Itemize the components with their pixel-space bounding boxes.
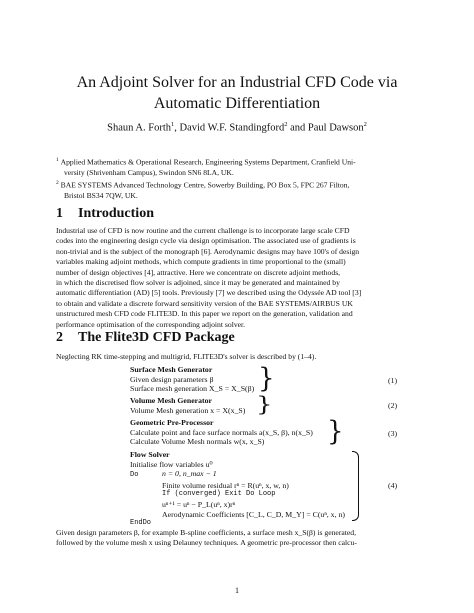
section-heading-flite3d [56,330,235,346]
equation-line: Surface mesh generation X_S = X_S(β) [130,384,255,394]
section-number: 2 [56,330,63,345]
enddo-keyword: EndDo [130,519,152,528]
equation-heading: Volume Mesh Generator [130,396,212,405]
do-keyword: Do [130,471,139,480]
section-2-intro: Neglecting RK time-stepping and multigrid, FLITE3D's solver is described by (1–4). [56,352,317,361]
title-line-1: An Adjoint Solver for an Industrial CFD Code via [76,74,398,91]
text-line: automatic differentiation (AD) [5] tools. Previously [7] we described using the Odyssée AD tool [3] [56,288,362,298]
section-heading-introduction [56,206,154,222]
equation-heading: Geometric Pre-Processor [130,418,214,427]
paper-title [60,72,414,114]
equation-line: If (converged) Exit Do Loop [162,490,276,499]
author-sup: 1 [171,121,175,128]
text-line: Given design parameters β, for example B-spline coefficients, a surface mesh x_S(β) is generated, [56,528,356,537]
affiliation-text: BAE SYSTEMS Advanced Technology Centre, Sowerby Building, PO Box 5, FPC 267 Filton, [60,180,350,190]
equation-line: Initialise flow variables u⁰ [130,459,213,469]
equation-line: Given design parameters β [130,374,214,384]
author-sup: 2 [363,121,367,128]
equation-line: Aerodynamic Coefficients [C_L, C_D, M_Y] = C(uⁿ, x, n) [162,509,345,519]
equation-heading: Flow Solver [130,450,170,459]
affiliation-1 [56,155,426,178]
section-title: The Flite3D CFD Package [78,330,235,345]
equation-number: (2) [388,401,398,410]
section-number: 1 [56,206,63,221]
introduction-paragraph [56,226,418,330]
equation-line: uⁿ⁺¹ = uⁿ − P_L(uⁿ, x)rⁿ [162,499,236,509]
author-separator: and [287,122,308,134]
affiliation-text: versity (Shrivenham Campus), Swindon SN6 8LA, UK. [64,167,234,177]
affiliation-text: Applied Mathematics & Operational Research, Engineering Systems Department, Cranfield Uni- [60,157,356,167]
page-number: 1 [235,586,239,595]
equation-line: Calculate point and face surface normals a(x_S, β), n(x_S) [130,427,313,437]
section-title: Introduction [78,206,154,221]
text-line: followed by the volume mesh x using Delauney techniques. A geometric pre-processor then calcu- [56,538,357,548]
right-brace: } [256,392,273,417]
affiliation-number: 1 [56,157,59,163]
text-line: in which the discretised flow solver is adjoined, since it may be generated and maintained by [56,278,340,288]
equation-number: (4) [388,481,398,490]
equation-4-block [130,450,345,529]
text-line: unstructured mesh CFD code FLITE3D. In this paper we report on the generation, validation and [56,309,353,319]
equation-heading: Surface Mesh Generator [130,365,213,374]
right-brace: } [327,415,344,448]
author-name: Shaun A. Forth [107,122,171,134]
text-line: variables making adjoint methods, which compute gradients in time proportional to the (small) [56,257,346,267]
text-line: non-trivial and is the subject of the monograph [6]. Aerodynamic designs may have 100's of design [56,246,360,256]
equation-line: Calculate Volume Mesh normals w(x, x_S) [130,437,265,447]
author-name: David W.F. Standingford [179,122,285,134]
author-sup: 2 [284,121,288,128]
affiliation-2 [56,178,426,201]
equation-line: Finite volume residual rⁿ = R(uⁿ, x, w, n) [162,480,289,490]
equation-number: (3) [388,429,398,438]
right-brace [352,451,359,521]
text-line: Industrial use of CFD is now routine and the current challenge is to incorporate large scale CFD [56,226,350,235]
text-line: codes into the engineering design cycle via design optimisation. The associated use of gradients is [56,236,356,246]
author-separator: , [174,122,180,134]
loop-range: n = 0, n_max − 1 [162,469,217,479]
equation-number: (1) [388,376,398,385]
equation-line: Volume Mesh generation x = X(x_S) [130,405,246,415]
equation-3-block [130,418,313,447]
affiliation-text: Bristol BS34 7QW, UK. [64,190,138,200]
text-line: performance optimisation of the corresponding adjoint solver. [56,319,246,329]
affiliation-number: 2 [56,180,59,186]
right-brace: } [258,362,275,395]
text-line: number of design objectives [4], attractive. Here we concentrate on discrete adjoint methods, [56,267,341,277]
author-name: Paul Dawson [307,122,364,134]
closing-paragraph [56,528,418,549]
equation-1-block [130,365,254,394]
equation-2-block [130,396,245,415]
title-line-2: Automatic Differentiation [153,95,321,112]
text-line: to obtain and validate a discrete forward sensitivity version of the BAE SYSTEMS/AIRBUS UK [56,298,353,308]
author-list [40,121,434,134]
